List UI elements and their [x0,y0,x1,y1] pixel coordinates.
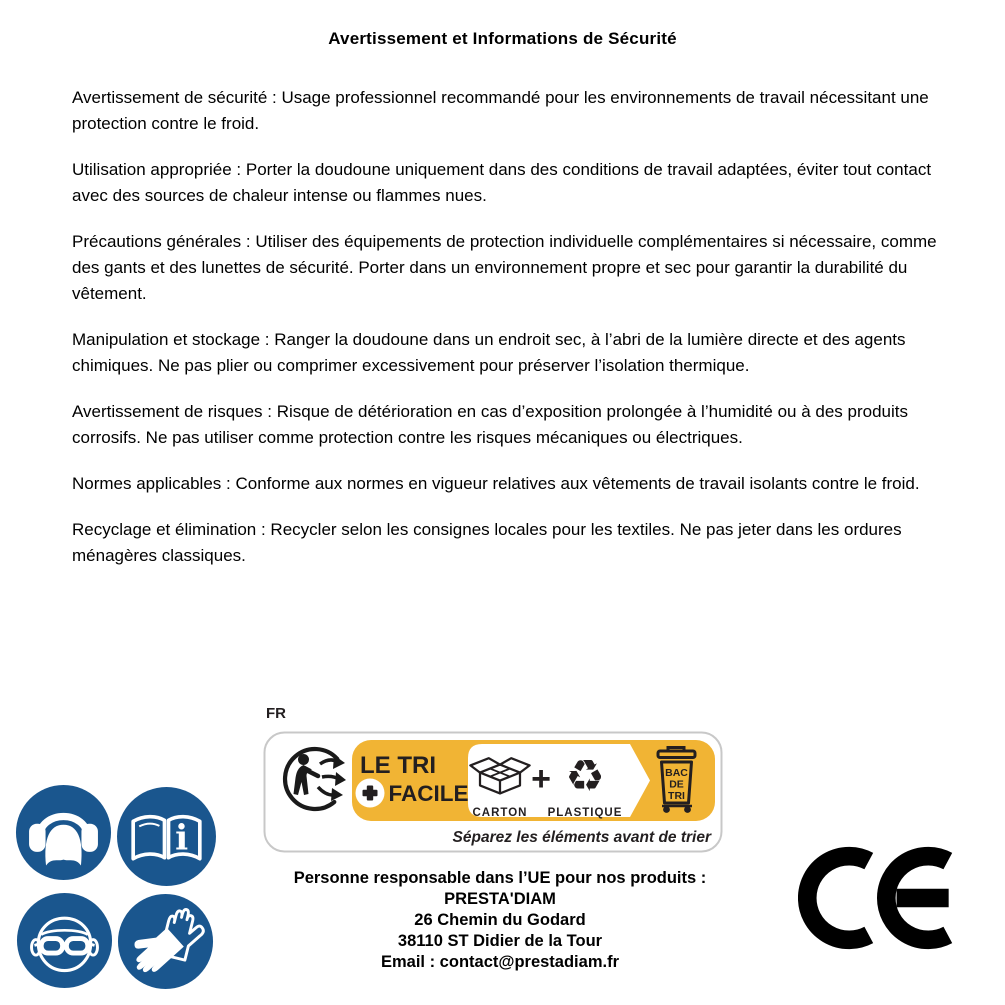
bin-label-line3: TRI [668,790,685,802]
read-instruction-manual-icon [116,786,217,887]
safety-paragraph-recycling: Recyclage et élimination : Recycler selon les consignes locales pour les textiles. Ne pas jeter dans les ordures ménagères classiques. [72,520,902,565]
material-label-plastique: PLASTIQUE [547,807,623,819]
wear-eye-protection-icon [16,892,113,989]
safety-paragraph-standards: Normes applicables : Conforme aux normes en vigueur relatives aux vêtements de travail isolants contre le froid. [72,474,920,493]
safety-paragraph-precautions: Précautions générales : Utiliser des équipements de protection individuelle complémentaires si nécessaire, comme des gants et des lunettes de sécurité. Porter dans un environnement propre et sec pour garantir la durabilité du vêtement. [72,232,937,303]
address-line1: 26 Chemin du Godard [414,911,586,929]
country-code-label: FR [266,705,286,722]
responsible-intro: Personne responsable dans l’UE pour nos produits : [293,869,707,887]
bin-label-line1: BAC [665,767,688,779]
wear-protective-gloves-icon [117,893,214,990]
address-line2: 38110 ST Didier de la Tour [397,932,603,950]
headline-le-tri: LE TRI [360,752,436,779]
company-name: PRESTA'DIAM [444,890,556,908]
ce-marking-icon [798,845,958,951]
page-title: Avertissement et Informations de Sécurité [328,29,677,48]
recycling-arrows-icon: ♻ [565,751,605,802]
responsible-person-block [240,868,760,973]
contact-email: Email : contact@prestadiam.fr [381,953,619,971]
safety-text-block [72,85,939,569]
materials-plus-sign: + [531,760,551,798]
wear-ear-protection-icon [15,784,112,881]
material-label-carton: CARTON [472,807,528,819]
sorting-instruction: Séparez les éléments avant de trier [452,829,711,846]
safety-paragraph-risks: Avertissement de risques : Risque de détérioration en cas d’exposition prolongée à l’humidité ou à des produits corrosifs. Ne pas utiliser comme protection contre les risques mécaniques ou électriques. [72,402,909,447]
headline-facile: FACILE [388,781,469,806]
info-letter: i [175,818,189,859]
safety-paragraph-warning: Avertissement de sécurité : Usage professionnel recommandé pour les environnements de travail nécessitant une protection contre le froid. [72,88,929,133]
bin-label-line2: DE [669,778,684,791]
safety-paragraph-storage: Manipulation et stockage : Ranger la doudoune dans un endroit sec, à l’abri de la lumière directe et des agents chimiques. Ne pas plier ou comprimer excessivement pour préserver l’isolation thermique. [72,330,906,375]
info-tri-recycling-label [263,731,723,853]
safety-paragraph-usage: Utilisation appropriée : Porter la doudoune uniquement dans des conditions de travail adaptées, éviter tout contact avec des sources de chaleur intense ou flammes nues. [72,160,932,205]
